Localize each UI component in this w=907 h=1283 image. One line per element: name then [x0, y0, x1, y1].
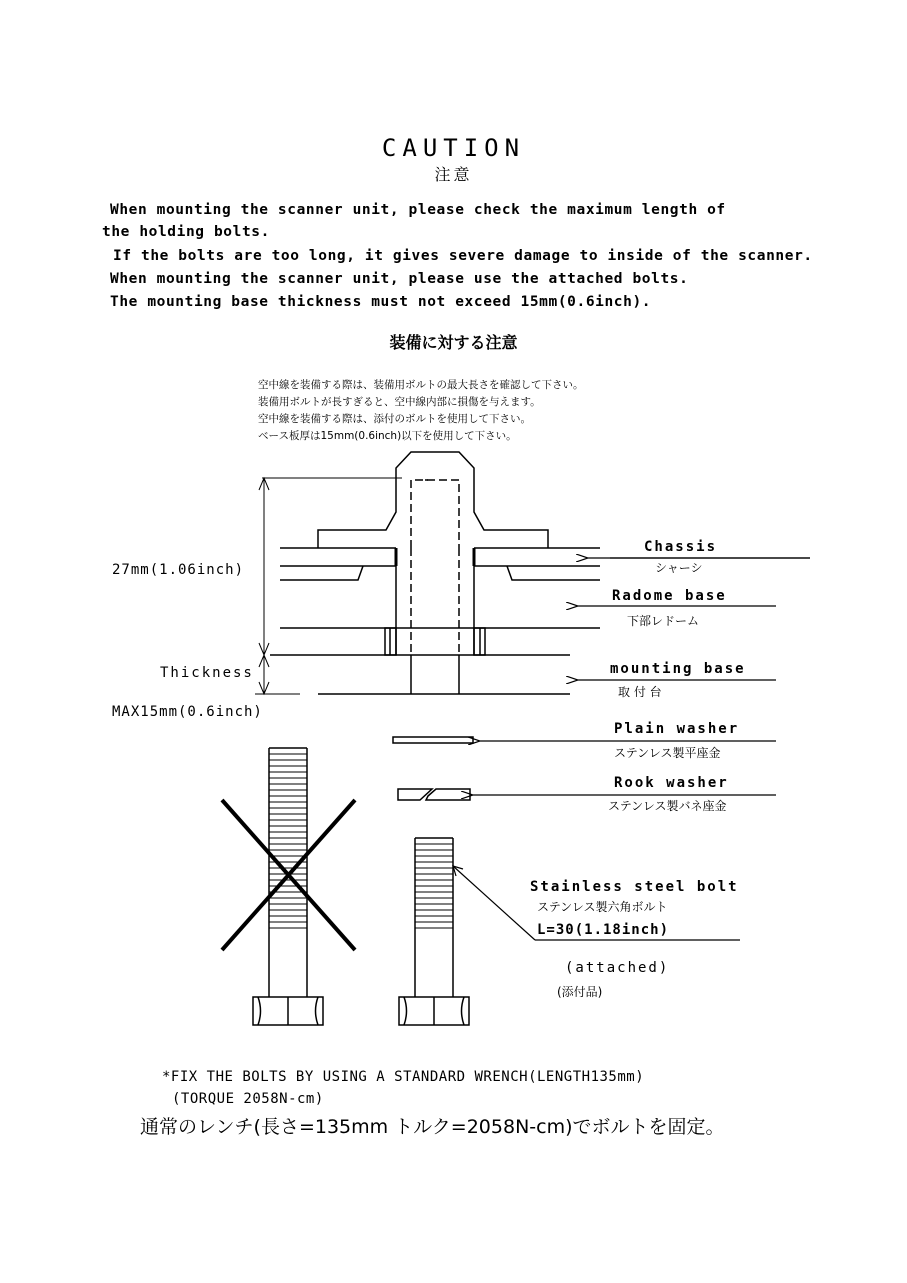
thickness-max: MAX15mm(0.6inch)	[112, 704, 263, 720]
note-line-4: When mounting the scanner unit, please use the attached bolts.	[110, 271, 689, 287]
rook-washer	[398, 789, 470, 800]
footer-note-jp: 通常のレンチ(長さ=135mm トルク=2058N-cm)でボルトを固定。	[140, 1116, 725, 1138]
jp-note-line-4: ベース板厚は15mm(0.6inch)以下を使用して下さい。	[258, 430, 517, 442]
note-line-3: If the bolts are too long, it gives severe damage to inside of the scanner.	[113, 248, 813, 264]
attached-label: (attached)	[565, 960, 670, 976]
height-dimension: 27mm(1.06inch)	[112, 562, 245, 578]
footer-note-en-1: *FIX THE BOLTS BY USING A STANDARD WRENCH(LENGTH135mm)	[162, 1069, 645, 1085]
note-line-1: When mounting the scanner unit, please check the maximum length of	[110, 202, 726, 218]
mounting-base-label: mounting base	[610, 661, 746, 677]
plain-washer	[393, 737, 473, 743]
radome-base-label: Radome base	[612, 588, 727, 604]
bolt-label-jp: ステンレス製六角ボルト	[537, 900, 668, 914]
mounting-base-label-jp: 取 付 台	[618, 685, 662, 699]
attached-bolt	[399, 838, 469, 1025]
bolt-hole-dashed	[411, 480, 459, 548]
bolt-length-label: L=30(1.18inch)	[537, 922, 670, 938]
note-line-2: the holding bolts.	[102, 224, 270, 240]
radome-base-label-jp: 下部レドーム	[627, 614, 700, 628]
footer-note-en-2: (TORQUE 2058N-cm)	[172, 1091, 324, 1107]
page-title-jp: 注意	[434, 165, 473, 184]
jp-note-line-3: 空中線を装備する際は、添付のボルトを使用して下さい。	[258, 413, 531, 425]
rook-washer-label-jp: ステンレス製バネ座金	[608, 799, 727, 813]
bolt-leader	[453, 866, 535, 940]
note-line-5: The mounting base thickness must not exceed 15mm(0.6inch).	[110, 294, 652, 310]
japanese-heading: 装備に対する注意	[389, 333, 518, 352]
attached-label-jp: (添付品)	[557, 985, 603, 999]
jp-note-line-1: 空中線を装備する際は、装備用ボルトの最大長さを確認して下さい。	[258, 379, 584, 391]
plain-washer-label: Plain washer	[614, 721, 740, 737]
bolt-label: Stainless steel bolt	[530, 879, 739, 895]
plain-washer-label-jp: ステンレス製平座金	[614, 746, 721, 760]
page-title: CAUTION	[381, 134, 526, 162]
chassis-label: Chassis	[644, 539, 718, 555]
thickness-label: Thickness	[160, 665, 254, 681]
rook-washer-label: Rook washer	[614, 775, 729, 791]
scanner-housing	[318, 452, 548, 548]
jp-note-line-2: 装備用ボルトが長すぎると、空中線内部に損傷を与えます。	[258, 396, 541, 408]
chassis-label-jp: シャーシ	[655, 561, 703, 575]
